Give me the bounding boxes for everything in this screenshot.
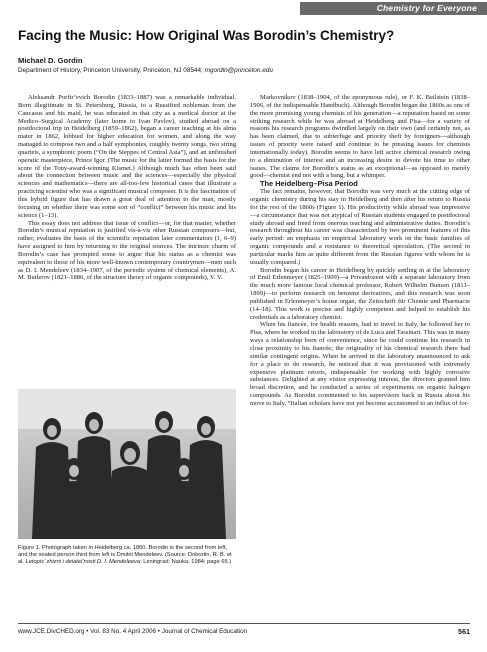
caption-source-title: Letopis’ zhizni i deiatel’nosti D. I. Mendeleeva bbox=[25, 559, 141, 565]
affiliation-text: Department of History, Princeton University, Princeton, NJ 08544; bbox=[18, 67, 203, 74]
caption-end: ; Leningrad: Nauka, 1984; page 65.) bbox=[140, 559, 232, 565]
paragraph: Aleksandr Porfir’evich Borodin (1833–1887) was a remarkable individual. Born illegitimate in St. Petersburg, Russia, to a Russified nobleman from the Caucasus and his maid, he was educated in that city as a medical doctor at the Medico–Surgical Academy (later home to Ivan Pavlov), studied abroad on a postdoctoral trip in Heidelberg (1859–1862), began a career teaching at his alma mater in 1862, lobbied for higher education for women, and along the way managed to compose two and a half symphonies, roughly twenty songs, two string quartets, a symphonic poem (“On the Steppes of Central Asia”), and an unfinished operatic masterpiece, Prince Igor. (The music for the latter formed the basis for the score of the Tony-award-winning Kismet.) Although much has often been said about the connection between music and the sciences—especially the physical sciences and mathematics—there are all-too-few historical cases that illustrate a practicing scientist who was a significant musical composer. It is the fascination of this hybrid figure that has drawn a great deal of attention to the man, mostly focusing on whether there was some sort of “conflict” between his music and his science (1–13). bbox=[18, 94, 236, 219]
text-column-right bbox=[250, 94, 470, 614]
paragraph: Borodin began his career in Heidelberg by quickly settling in at the laboratory of Emil Erlenmeyer (1825–1909)—a Privatdozent with a separate laboratory from the much more famous local chemical professor, Robert Wilhelm Bunsen (1811–1899)—to perform research on benzene derivatives, and this research was soon published in Erlenmeyer’s house organ, the Zeitschrift für Chemie und Pharmacie (14–18). This work is precise and highly competent and helped to establish his credentials as a laboratory chemist. bbox=[250, 266, 470, 321]
figure-caption bbox=[18, 545, 236, 566]
paragraph: The fact remains, however, that Borodin was very much at the cutting edge of organic chemistry during his stay in Heidelberg and then after his return to Russia for the rest of the 1860s (Figure 1). His productivity while abroad was impressive—a circumstance that was not atypical of Russian students engaged in postdoctoral study abroad and freed from onerous teaching and administrative duties. Borodin’s research throughout his career was characterized by two prominent features of this early period: an emphasis on empirical laboratory work on the basic families of organic compounds and a resistance to theoretical speculation. (The second in particular marks him as quite different from the Russian figures with whom he is usually compared.) bbox=[250, 188, 470, 266]
author-email[interactable]: mgordin@princeton.edu bbox=[204, 67, 273, 74]
author-affiliation bbox=[18, 67, 478, 74]
caption-label: Figure 1. bbox=[18, 545, 41, 551]
footer-journal-line: www.JCE.DivCHED.org • Vol. 83 No. 4 April 2006 • Journal of Chemical Education bbox=[18, 628, 248, 635]
paragraph: When his fiancée, for health reasons, had to travel to Italy, he followed her to Pisa, where he worked in the laboratory of de Luca and Tassinari. This was in many ways a relationship born of convenience, since he could continue his research in close proximity to his fiancée; the originality of his chemical research there had similar contingent origins. When he arrived in the laboratory unannounced to ask for a place to do research, he noticed that it was provisioned with extremely expensive platinum retorts, indispensable for working with highly corrosive substances. Delighted at any visitor expressing interest, the directors granted him broad discretion, and he conducted a series of experiments on organic halogen compounds. As Borodin commented to his supervisors back in Russia about his move to Italy, “Italian scholars have not yet become accustomed to an influx of for- bbox=[250, 321, 470, 407]
section-rubric: Chemistry for Everyone bbox=[376, 3, 477, 13]
section-heading: The Heidelberg–Pisa Period bbox=[260, 179, 358, 189]
page-footer bbox=[18, 623, 470, 635]
article-title: Facing the Music: How Original Was Borodin’s Chemistry? bbox=[18, 28, 395, 43]
author-name: Michael D. Gordin bbox=[18, 56, 83, 65]
paragraph: Markovnikov (1838–1904, of the eponymous rule), or F. K. Beilstein (1838–1906, of the indispensable Handbuch). Although Borodin began the 1860s as one of the more promising young chemists of his generation—a reputation based on some striking research while he was abroad at Heidelberg and Pisa—for a variety of reasons his research programs dwindled largely on their own (and certainly not, as has been claimed, due to subterfuge and priority theft by foreigners—although issues of priority were raised and continue to be pressing issues for chemists internationally today). Borodin seems to have left active chemical research owing to a diminution of interest and an increasing desire to devote his time to other issues. The claims for Borodin’s status as an exceptional—as opposed to merely good—chemist end not with a bang, but a whimper. bbox=[250, 94, 470, 180]
section-header-bar bbox=[0, 0, 487, 15]
historical-photograph bbox=[18, 389, 236, 539]
group-portrait-image bbox=[18, 389, 236, 539]
page-number: 561 bbox=[458, 627, 470, 636]
paragraph: This essay does not address that issue of conflict—or, for that matter, whether Borodin’s musical reputation is justified vis-à-vis other Russian composers—but, rather, evaluates the basis of the scientific reputation later commentators (1, 6–9) have assigned to him by returning to the original sources. The intrinsic charm of Borodin’s case has prompted some to argue that his status as a chemist was equivalent to those of his more well-known contemporary countrymen—men such as D. I. Mendeleev (1834–1907, of the periodic system of chemical elements), A. M. Butlerov (1821–1886, of the structure theory of organic compounds), V. V. bbox=[18, 219, 236, 282]
caption-text: Photograph taken in Heidelberg ca. 1860. Borodin is the second from left, and the seated person third from left is Dmitrii Mendeleev. (Source: Dobrotin, R. B. et al. bbox=[18, 545, 232, 565]
